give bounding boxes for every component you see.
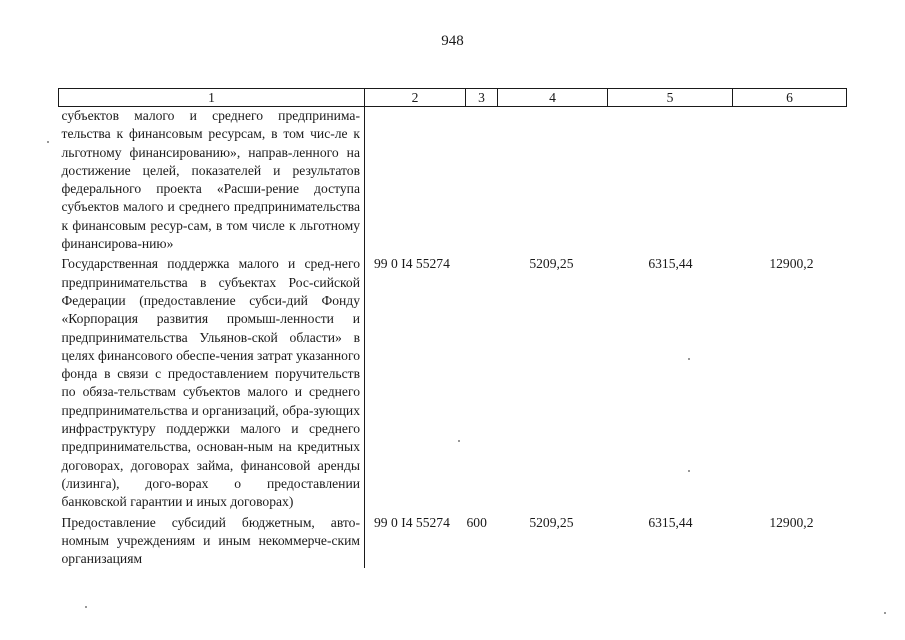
header-col-6: 6 xyxy=(733,89,847,107)
table-row xyxy=(59,253,847,511)
row-type: 600 xyxy=(466,514,487,530)
row-name: Государственная поддержка малого и сред-него предпринимательства в субъектах Рос-сийской Федерации (предоставление субси-дий Фонду «Корпорация развития промыш-ленности и предпринимательства Ульянов-ской области» в целях финансового обеспе-чения затрат указанного фонда в связи с предоставлением поручительств по обяза-тельствам субъектов малого и среднего предпринимательства и организаций, обра-зующих инфраструктуру поддержки малого и среднего предпринимательства, основан-ным на кредитных договорах, договорах займа, финансовой аренды (лизинга), дого-ворах о предоставлении банковской гарантии и иных договорах) xyxy=(59,253,365,511)
row-value-2: 6315,44 xyxy=(648,514,693,530)
header-col-2: 2 xyxy=(365,89,466,107)
header-col-3: 3 xyxy=(466,89,498,107)
scan-speck xyxy=(85,606,87,608)
row-code xyxy=(365,107,466,254)
row-type xyxy=(466,253,498,511)
row-type xyxy=(466,107,498,254)
row-code: 99 0 I4 55274 xyxy=(374,514,450,530)
row-value-3: 12900,2 xyxy=(769,256,814,272)
row-value-2: 6315,44 xyxy=(648,256,693,272)
row-value-3: 12900,2 xyxy=(769,514,814,530)
header-col-4: 4 xyxy=(498,89,608,107)
row-name: Предоставление субсидий бюджетным, авто-номным учреждениям и иным некоммерче-ским организациям xyxy=(59,512,365,569)
scan-speck xyxy=(884,612,886,614)
scan-speck xyxy=(688,470,690,472)
row-value-1 xyxy=(498,107,608,254)
header-col-1: 1 xyxy=(59,89,365,107)
table-row xyxy=(59,512,847,569)
row-value-2 xyxy=(608,107,733,254)
scan-speck xyxy=(688,358,690,360)
row-name: субъектов малого и среднего предпринима-тельства к финансовым ресурсам, в том чис-ле к льготному финансированию», направ-ленного на достижение целей, показателей и результатов федерального проекта «Расши-рение доступа субъектов малого и среднего предпринимательства к финансовым ресур-сам, в том числе к льготному финансирова-нию» xyxy=(59,107,365,254)
header-row xyxy=(59,89,847,107)
scan-speck xyxy=(458,440,460,442)
row-value-1: 5209,25 xyxy=(529,514,574,530)
header-col-5: 5 xyxy=(608,89,733,107)
scan-speck xyxy=(47,141,49,143)
budget-table xyxy=(58,88,847,568)
row-value-1: 5209,25 xyxy=(529,256,574,272)
page-number: 948 xyxy=(441,33,464,49)
row-code: 99 0 I4 55274 xyxy=(374,256,450,272)
row-value-3 xyxy=(733,107,847,254)
table-row xyxy=(59,107,847,254)
